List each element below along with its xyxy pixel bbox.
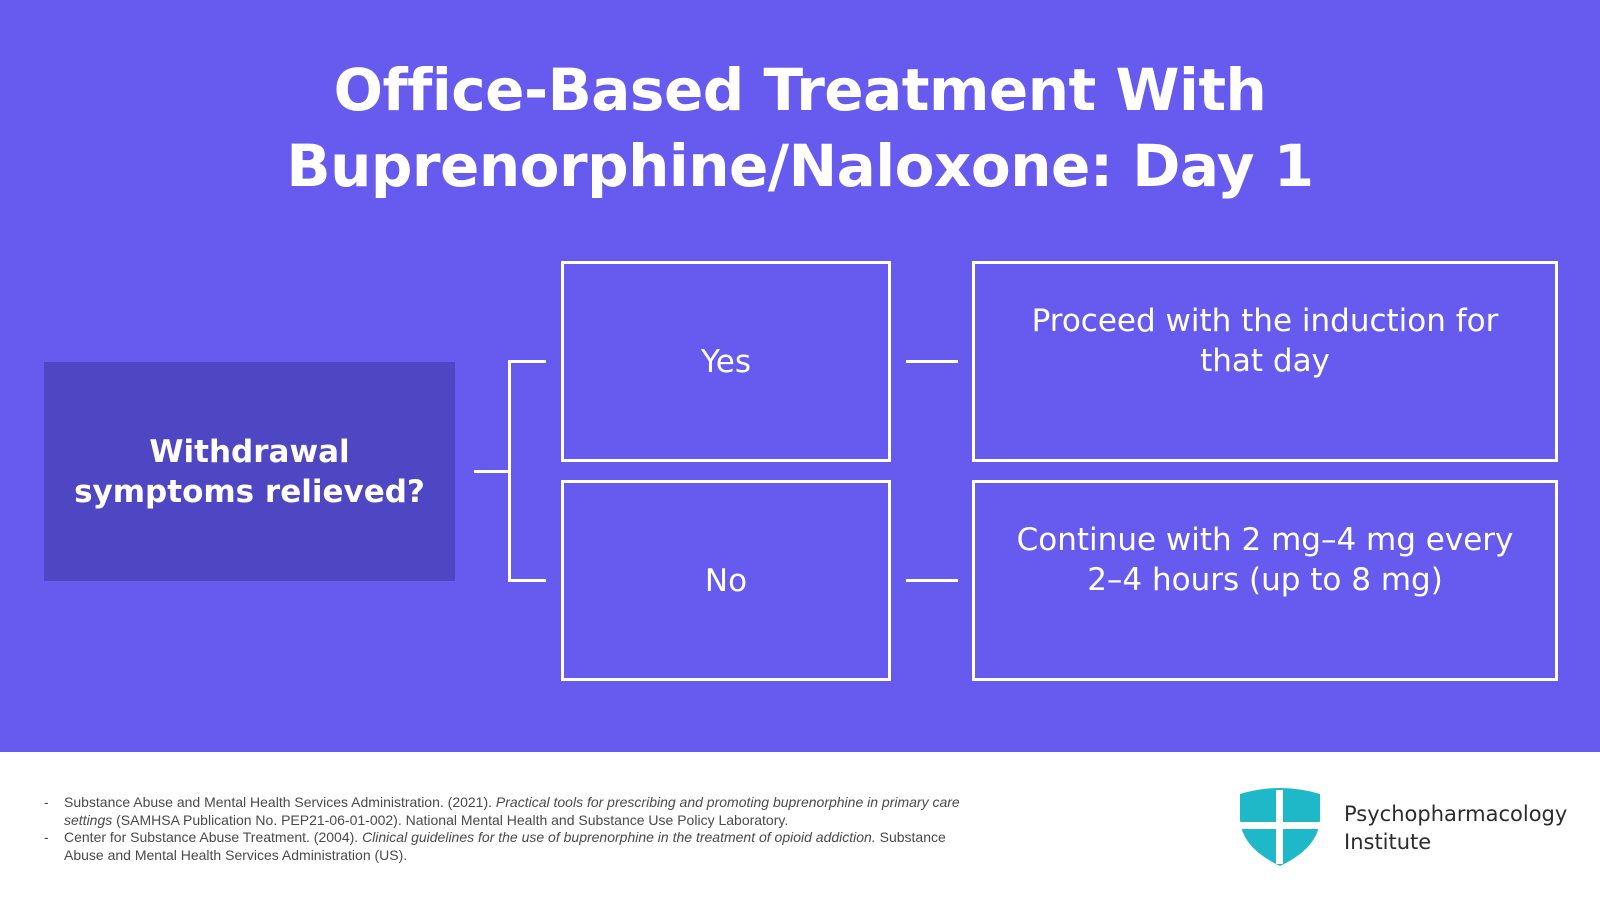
no-result-box bbox=[972, 480, 1558, 681]
question-box bbox=[44, 362, 455, 581]
reference-item bbox=[44, 794, 964, 829]
connector-to-yes bbox=[508, 360, 546, 363]
brand-name bbox=[1344, 800, 1567, 856]
brand-line-2: Institute bbox=[1344, 830, 1432, 854]
connector-stem bbox=[474, 470, 510, 473]
yes-box bbox=[561, 261, 891, 462]
reference-authors: Substance Abuse and Mental Health Services Administration. (2021). bbox=[64, 794, 496, 810]
reference-title: Practical tools for prescribing and promoting buprenorphine in primary care settings bbox=[64, 794, 960, 828]
yes-label: Yes bbox=[700, 343, 752, 380]
no-label: No bbox=[704, 562, 748, 599]
question-text: Withdrawal symptoms relieved? bbox=[74, 433, 425, 510]
connector-no-result bbox=[906, 579, 958, 582]
no-result-text: Continue with 2 mg–4 mg every 2–4 hours (up to 8 mg) bbox=[1016, 521, 1514, 598]
connector-yes-result bbox=[906, 360, 958, 363]
references-list bbox=[44, 794, 964, 864]
reference-title: Clinical guidelines for the use of buprenorphine in the treatment of opioid addiction. bbox=[362, 829, 876, 845]
title-line-2: Buprenorphine/Naloxone: Day 1 bbox=[286, 132, 1314, 200]
shield-cross-logo-icon bbox=[1238, 786, 1322, 866]
reference-details: Substance Abuse and Mental Health Services Administration (US). bbox=[64, 829, 946, 863]
connector-to-no bbox=[508, 579, 546, 582]
reference-details: (SAMHSA Publication No. PEP21-06-01-002). National Mental Health and Substance Use Policy Laboratory. bbox=[112, 811, 789, 828]
yes-result-text: Proceed with the induction for that day bbox=[1031, 302, 1499, 379]
reference-item bbox=[44, 829, 964, 864]
slide-title bbox=[0, 52, 1600, 204]
connector-bracket-vertical bbox=[508, 360, 511, 582]
yes-result-box bbox=[972, 261, 1558, 462]
no-box bbox=[561, 480, 891, 681]
brand-line-1: Psychopharmacology bbox=[1344, 802, 1568, 826]
title-line-1: Office-Based Treatment With bbox=[333, 56, 1267, 124]
reference-authors: Center for Substance Abuse Treatment. (2004). bbox=[64, 829, 363, 845]
